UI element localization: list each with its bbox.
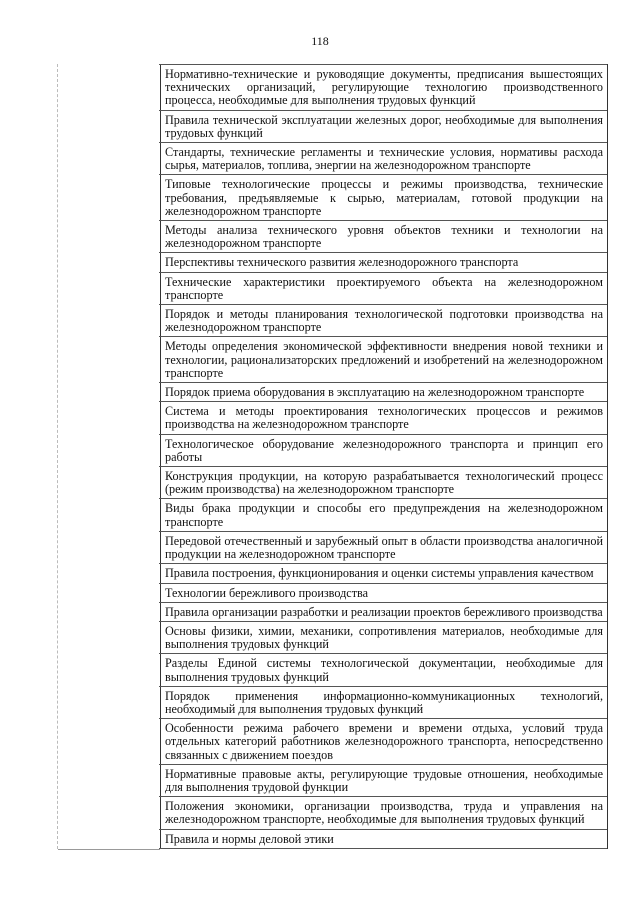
table-row: Правила построения, функционирования и оценки системы управления качеством bbox=[159, 564, 607, 583]
table-row: Методы анализа технического уровня объектов техники и технологии на железнодорожном транспорте bbox=[159, 221, 607, 253]
table-row: Нормативные правовые акты, регулирующие трудовые отношения, необходимые для выполнения трудовой функции bbox=[159, 765, 607, 797]
table-row: Стандарты, технические регламенты и технические условия, нормативы расхода сырья, материалов, топлива, энергии на железнодорожном транспорте bbox=[159, 143, 607, 175]
table-row: Правила и нормы деловой этики bbox=[159, 830, 607, 849]
table-row: Порядок и методы планирования технологической подготовки производства на железнодорожном транспорте bbox=[159, 305, 607, 337]
table-row: Система и методы проектирования технологических процессов и режимов производства на железнодорожном транспорте bbox=[159, 402, 607, 434]
knowledge-table bbox=[159, 64, 608, 849]
table-row: Технологии бережливого производства bbox=[159, 584, 607, 603]
table-row: Типовые технологические процессы и режимы производства, технические требования, предъявляемые к сырью, материалам, готовой продукции на железнодорожном транспорте bbox=[159, 175, 607, 221]
page-number: 118 bbox=[311, 34, 329, 48]
table-row: Основы физики, химии, механики, сопротивления материалов, необходимые для выполнения трудовых функций bbox=[159, 622, 607, 654]
table-row: Разделы Единой системы технологической документации, необходимые для выполнения трудовых функций bbox=[159, 654, 607, 686]
table-row: Положения экономики, организации производства, труда и управления на железнодорожном транспорте, необходимые для выполнения трудовых функций bbox=[159, 797, 607, 829]
table-row: Конструкция продукции, на которую разрабатывается технологический процесс (режим производства) на железнодорожном транспорте bbox=[159, 467, 607, 499]
table-row: Технологическое оборудование железнодорожного транспорта и принцип его работы bbox=[159, 435, 607, 467]
table-row: Технические характеристики проектируемого объекта на железнодорожном транспорте bbox=[159, 273, 607, 305]
table-row: Методы определения экономической эффективности внедрения новой техники и технологии, рационализаторских предложений и изобретений на железнодорожном транспорте bbox=[159, 337, 607, 383]
table-row: Порядок применения информационно-коммуникационных технологий, необходимый для выполнения трудовых функций bbox=[159, 687, 607, 719]
table-row: Передовой отечественный и зарубежный опыт в области производства аналогичной продукции на железнодорожном транспорте bbox=[159, 532, 607, 564]
table-row: Правила организации разработки и реализации проектов бережливого производства bbox=[159, 603, 607, 622]
table-row: Нормативно-технические и руководящие документы, предписания вышестоящих технических организаций, регулирующие технологию производственного процесса, необходимые для выполнения трудовых функций bbox=[159, 64, 607, 111]
table-row: Перспективы технического развития железнодорожного транспорта bbox=[159, 253, 607, 272]
table-row: Порядок приема оборудования в эксплуатацию на железнодорожном транспорте bbox=[159, 383, 607, 402]
table-row: Правила технической эксплуатации железных дорог, необходимые для выполнения трудовых функций bbox=[159, 111, 607, 143]
table-row: Виды брака продукции и способы его предупреждения на железнодорожном транспорте bbox=[159, 499, 607, 531]
table-left-column bbox=[57, 64, 161, 849]
table-row: Особенности режима рабочего времени и времени отдыха, условий труда отдельных категорий работников железнодорожного транспорта, непосредственно связанных с движением поездов bbox=[159, 719, 607, 765]
